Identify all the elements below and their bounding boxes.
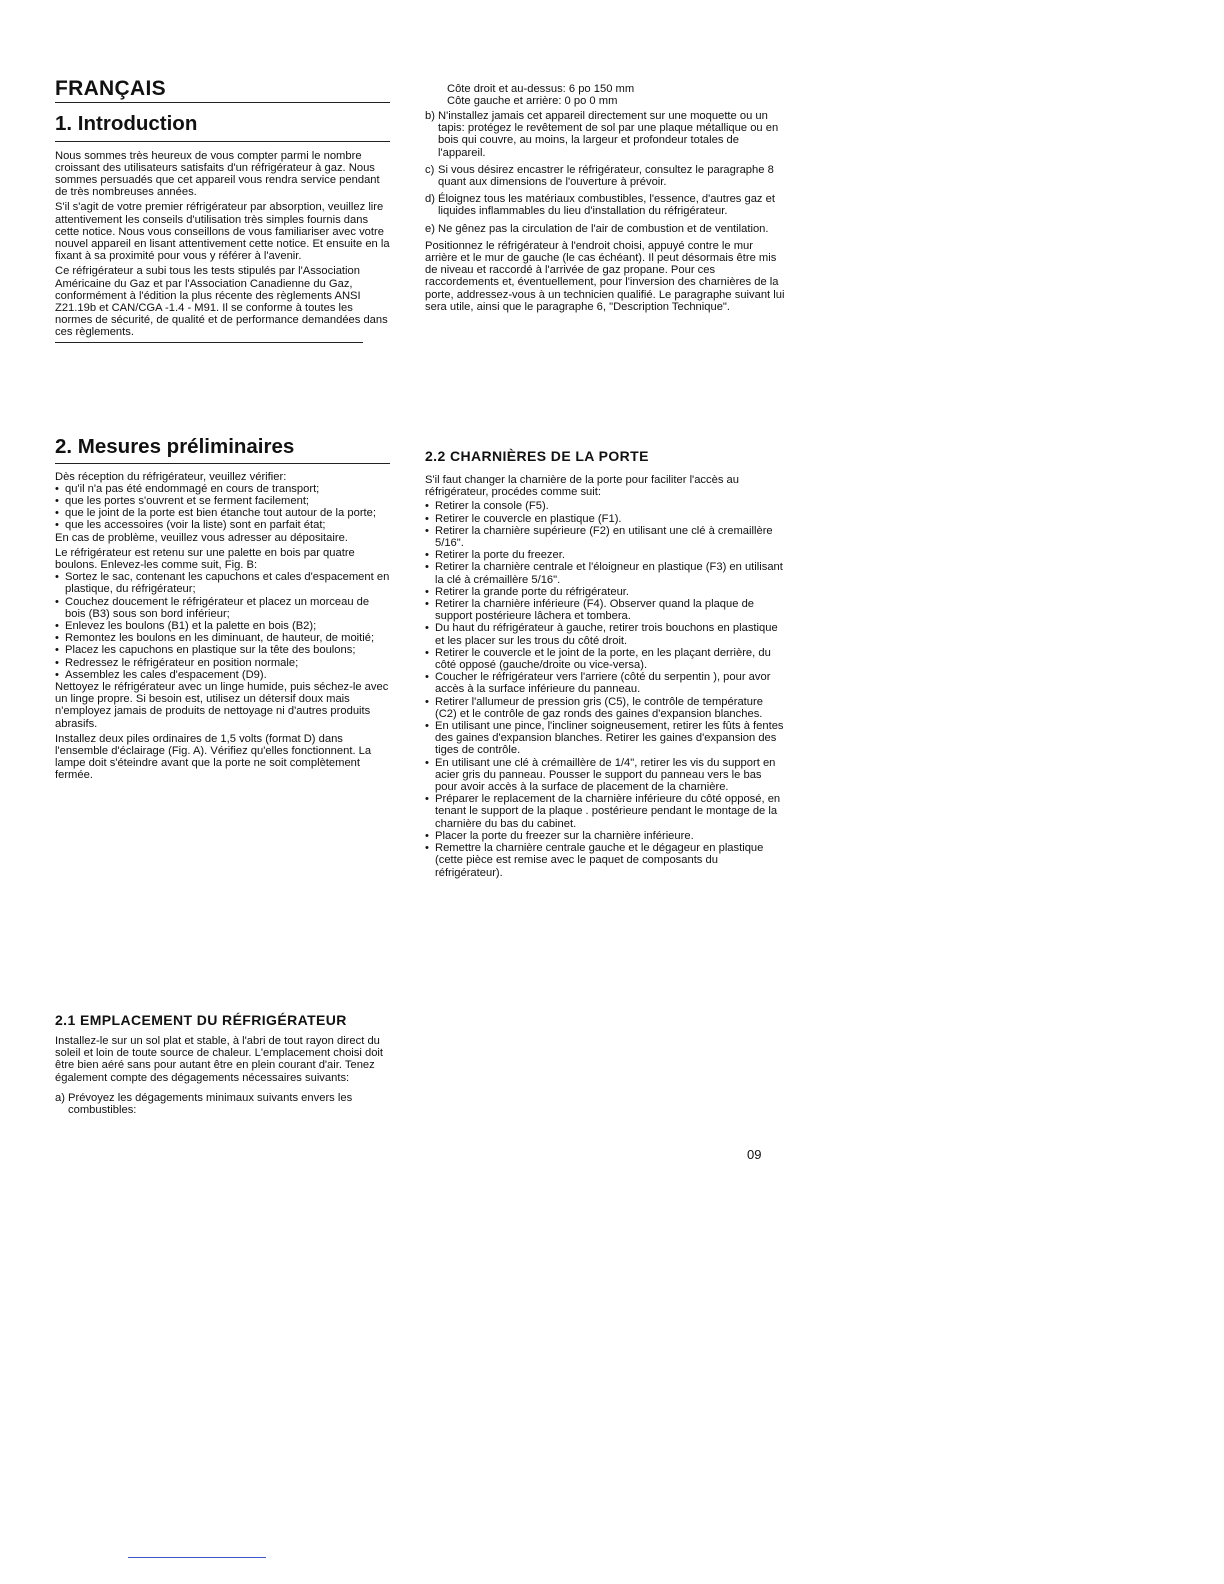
list-item: • Coucher le réfrigérateur vers l'arriere (côté du serpentin ), pour avor accès à la surface inférieure du panneau. — [425, 671, 785, 695]
list-text: Prévoyez les dégagements minimaux suivants envers les combustibles: — [68, 1091, 353, 1117]
paragraph: Nous sommes très heureux de vous compter parmi le nombre croissant des utilisateurs satisfaits d'un réfrigérateur à gaz. Nous sommes persuadés que cet appareil vous rendra service pendant de très nombreuses années. — [55, 149, 380, 199]
section-title-preliminaires: 2. Mesures préliminaires — [55, 435, 295, 458]
list-item: • Retirer l'allumeur de pression gris (C5), le contrôle de température (C2) et le contrôle de gaz ronds des gaines d'expansion blanches. — [425, 696, 785, 720]
check-list — [55, 483, 390, 532]
subsection-title-emplacement: 2.1 EMPLACEMENT DU RÉFRIGÉRATEUR — [55, 1012, 347, 1028]
paragraph: S'il s'agit de votre premier réfrigérateur par absorption, veuillez lire attentivement les conseils d'utilisation très simples fournis dans cette notice. Nous vous conseillons de vous familiariser avec votre nouvel appareil en lisant attentivement cette notice. Et ensuite en la fixant à sa proximité pour vous y référer à l'avenir. — [55, 201, 390, 263]
divider — [55, 141, 390, 142]
list-item: • Couchez doucement le réfrigérateur et placez un morceau de bois (B3) sous son bord inférieur; — [55, 596, 390, 620]
list-item: • Placer la porte du freezer sur la charnière inférieure. — [425, 830, 785, 842]
page-number: 09 — [747, 1147, 762, 1162]
charnieres-body — [425, 474, 785, 879]
language-title: FRANÇAIS — [55, 77, 166, 100]
list-item — [55, 1092, 390, 1116]
list-item — [425, 164, 785, 188]
list-item: • En utilisant une pince, l'incliner soigneusement, retirer les fûts à fentes des gaines d'expansion blanches. Retirer les gaines d'expansion des tiges de contrôle. — [425, 720, 785, 757]
divider — [55, 463, 390, 464]
list-item: • Retirer la charnière supérieure (F2) en utilisant une clé à cremaillère 5/16". — [425, 525, 785, 549]
paragraph: Installez deux piles ordinaires de 1,5 volts (format D) dans l'ensemble d'éclairage (Fig. A). Vérifiez qu'elles fonctionnent. La lampe doit s'éteindre avant que la porte ne soit complètement fermée. — [55, 732, 372, 782]
section-title-introduction: 1. Introduction — [55, 112, 198, 135]
steps-list — [55, 571, 390, 681]
list-item: • Retirer la console (F5). — [425, 500, 785, 512]
paragraph: Nettoyez le réfrigérateur avec un linge humide, puis séchez-le avec un linge propre. Si besoin est, utilisez un détersif doux mais n'employez jamais de produits de nettoyage ni d'autres produits abrasifs. — [55, 680, 389, 730]
paragraph: Le réfrigérateur est retenu sur une palette en bois par quatre boulons. Enlevez-les comme suit, Fig. B: — [55, 546, 355, 571]
list-marker: d) — [425, 193, 435, 206]
dimension-line: Côte gauche et arrière: 0 po 0 mm — [447, 95, 618, 108]
footer-line — [128, 1557, 266, 1558]
dimension-line: Côte droit et au-dessus: 6 po 150 mm — [447, 83, 635, 95]
list-item: • Du haut du réfrigérateur à gauche, retirer trois bouchons en plastique et les placer sur les trous du côté droit. — [425, 622, 785, 646]
section-preliminaires — [55, 437, 390, 785]
installation-list — [425, 110, 785, 235]
clearance-list — [55, 1092, 390, 1116]
clearance-dimensions — [425, 83, 785, 107]
subsection-title-charnieres: 2.2 CHARNIÈRES DE LA PORTE — [425, 448, 649, 464]
list-item: • Retirer le couvercle en plastique (F1). — [425, 513, 785, 525]
list-item: • Retirer la porte du freezer. — [425, 549, 785, 561]
paragraph: Positionnez le réfrigérateur à l'endroit choisi, appuyé contre le mur arrière et le mur de gauche (le cas échéant). Il peut désormais être mis de niveau et raccordé à l'arrivée de gaz propane. Pour ces raccordements et, éventuellement, pour l'inversion des charnières de la porte, addressez-vous à un technicien qualifié. Le paragraphe suivant lui sera utile, ainsi que le paragraphe 6, "Description Technique". — [425, 239, 785, 313]
emplacement-body — [55, 1035, 390, 1116]
list-item: • Remontez les boulons en les diminuant, de hauteur, de moitié; — [55, 632, 390, 644]
divider — [55, 342, 363, 343]
list-item — [425, 223, 785, 235]
list-marker: b) — [425, 110, 435, 122]
list-marker: e) — [425, 222, 435, 235]
list-item: • Placez les capuchons en plastique sur la tête des boulons; — [55, 644, 390, 656]
paragraph: S'il faut changer la charnière de la porte pour faciliter l'accès au réfrigérateur, procédes comme suit: — [425, 474, 739, 499]
intro-body — [55, 150, 390, 339]
installation-notes — [425, 110, 785, 313]
list-marker: c) — [425, 163, 435, 176]
list-text: N'installez jamais cet appareil directement sur une moquette ou un tapis: protégez le revêtement de sol par une plaque métallique ou en bois qui couvre, au moins, la largeur et profondeur totales de l'appareil. — [438, 110, 779, 159]
list-item — [425, 193, 785, 217]
list-item: • Retirer la charnière inférieure (F4). Observer quand la plaque de support postérieure lâchera et tombera. — [425, 598, 785, 622]
section-introduction — [55, 114, 390, 343]
preliminaires-body — [55, 471, 390, 782]
list-marker: a) — [55, 1091, 65, 1104]
list-item: • Retirer le couvercle et le joint de la porte, en les plaçant derrière, du côté opposé (gauche/droite ou vice-versa). — [425, 647, 785, 671]
list-item: • Sortez le sac, contenant les capuchons et cales d'espacement en plastique, du réfrigérateur; — [55, 571, 390, 595]
list-item: • Retirer la grande porte du réfrigérateur. — [425, 586, 785, 598]
list-item: • que les portes s'ouvrent et se ferment facilement; — [55, 495, 390, 507]
list-item: • Enlevez les boulons (B1) et la palette en bois (B2); — [55, 620, 390, 632]
hinge-steps-list — [425, 500, 785, 878]
divider — [55, 102, 390, 103]
paragraph: Dès réception du réfrigérateur, veuillez vérifier: — [55, 470, 287, 483]
list-item: • qu'il n'a pas été endommagé en cours de transport; — [55, 483, 390, 495]
section-emplacement — [55, 1012, 390, 1121]
list-text: Si vous désirez encastrer le réfrigérateur, consultez le paragraphe 8 quant aux dimensions de l'ouverture à prévoir. — [438, 163, 774, 189]
list-item: • que les accessoires (voir la liste) sont en parfait état; — [55, 519, 390, 531]
list-text: Ne gênez pas la circulation de l'air de combustion et de ventilation. — [438, 222, 769, 235]
list-item: • Retirer la charnière centrale et l'éloigneur en plastique (F3) en utilisant la clé à crémaillère 5/16". — [425, 561, 785, 585]
list-item: • Assemblez les cales d'espacement (D9). — [55, 669, 390, 681]
section-charnieres — [425, 448, 785, 879]
list-item — [425, 110, 785, 159]
list-text: Éloignez tous les matériaux combustibles, l'essence, d'autres gaz et liquides inflammables du lieu d'installation du réfrigérateur. — [438, 193, 775, 218]
paragraph: En cas de problème, veuillez vous adresser au dépositaire. — [55, 531, 348, 544]
list-item: • Préparer le replacement de la charnière inférieure du côté opposé, en tenant le support de la plaque . postérieure pendant le montage de la charnière du bas du cabinet. — [425, 793, 785, 830]
list-item: • Redressez le réfrigérateur en position normale; — [55, 657, 390, 669]
list-item: • En utilisant une clé à crémaillère de 1/4", retirer les vis du support en acier gris du panneau. Pousser le support du panneau vers le bas pour avoir accès à la surface de placement de la charnière. — [425, 757, 785, 794]
list-item: • que le joint de la porte est bien étanche tout autour de la porte; — [55, 507, 390, 519]
paragraph: Installez-le sur un sol plat et stable, à l'abri de tout rayon direct du soleil et loin de toute source de chaleur. L'emplacement choisi doit être bien aéré sans pour autant être en plein courant d'air. Tenez également compte des dégagements nécessaires suivants: — [55, 1035, 384, 1084]
paragraph: Ce réfrigérateur a subi tous les tests stipulés par l'Association Américaine du Gaz et par l'Association Canadienne du Gaz, conformément à l'édition la plus récente des règlements ANSI Z21.19b et CAN/CGA -1.4 - M91. Il se conforme à toutes les normes de sécurité, de qualité et de performance demandées dans ces règlements. — [55, 265, 388, 339]
list-item: • Remettre la charnière centrale gauche et le dégageur en plastique (cette pièce est remise avec le paquet de composants du réfrigérateur). — [425, 842, 785, 879]
